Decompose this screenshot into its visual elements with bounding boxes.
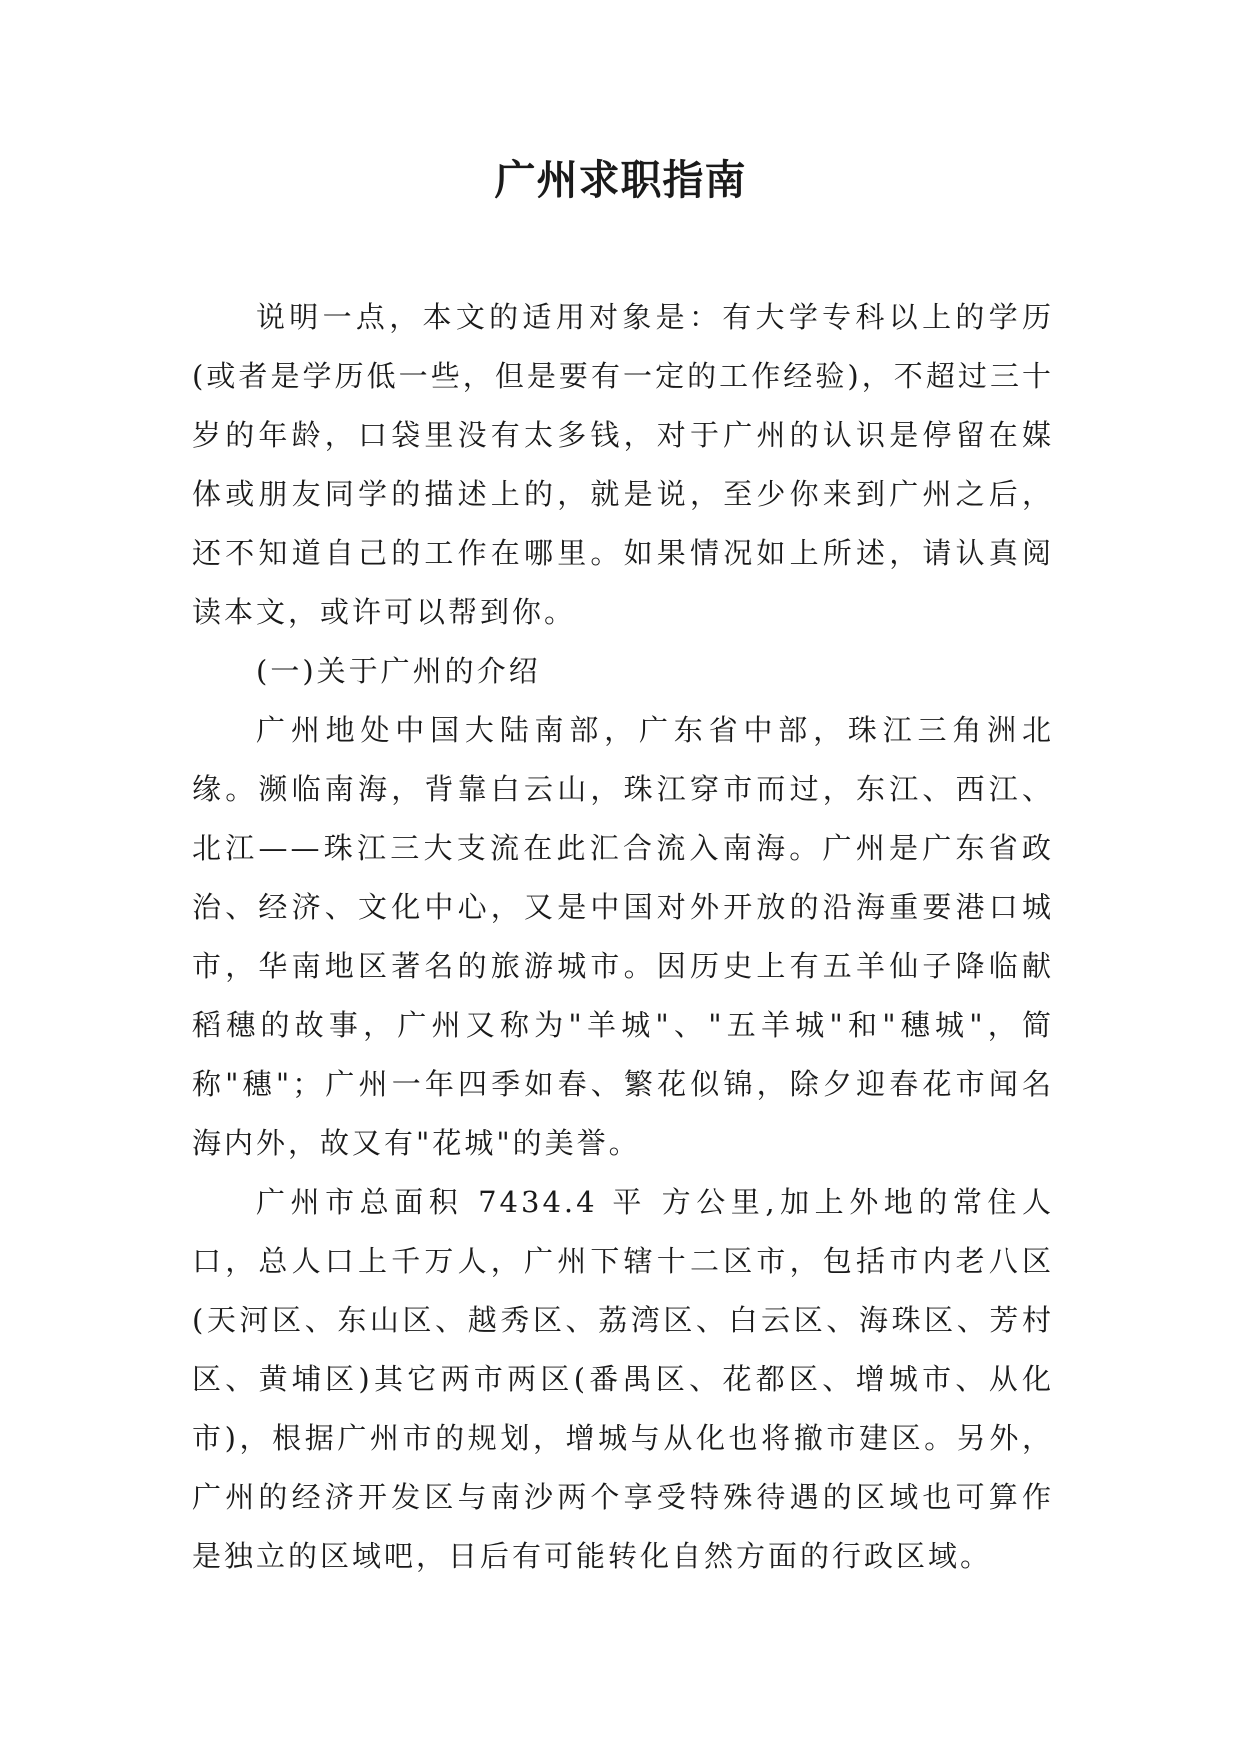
paragraph-intro: 说明一点，本文的适用对象是：有大学专科以上的学历(或者是学历低一些，但是要有一定的工作经验)，不超过三十岁的年龄，口袋里没有太多钱，对于广州的认识是停留在媒体或朋友同学的描述上的，就是说，至少你来到广州之后，还不知道自己的工作在哪里。如果情况如上所述，请认真阅读本文，或许可以帮到你。 bbox=[192, 300, 1054, 629]
document-title: 广州求职指南 bbox=[494, 156, 747, 204]
document-body bbox=[192, 288, 1054, 1586]
section-heading: (一)关于广州的介绍 bbox=[256, 654, 541, 688]
paragraph-guangzhou-districts: 广州市总面积 7434.4 平 方公里,加上外地的常住人口，总人口上千万人，广州下辖十二区市，包括市内老八区(天河区、东山区、越秀区、荔湾区、白云区、海珠区、芳村区、黄埔区)其它两市两区(番禺区、花都区、增城市、从化市)，根据广州市的规划，增城与从化也将撤市建区。另外，广州的经济开发区与南沙两个享受特殊待遇的区域也可算作是独立的区域吧，日后有可能转化自然方面的行政区域。 bbox=[192, 1185, 1054, 1573]
paragraph-guangzhou-geography: 广州地处中国大陆南部，广东省中部，珠江三角洲北缘。濒临南海，背靠白云山，珠江穿市而过，东江、西江、北江——珠江三大支流在此汇合流入南海。广州是广东省政治、经济、文化中心，又是中国对外开放的沿海重要港口城市，华南地区著名的旅游城市。因历史上有五羊仙子降临献稻穗的故事，广州又称为"羊城"、"五羊城"和"穗城"，简称"穗"；广州一年四季如春、繁花似锦，除夕迎春花市闻名海内外，故又有"花城"的美誉。 bbox=[192, 713, 1054, 1160]
